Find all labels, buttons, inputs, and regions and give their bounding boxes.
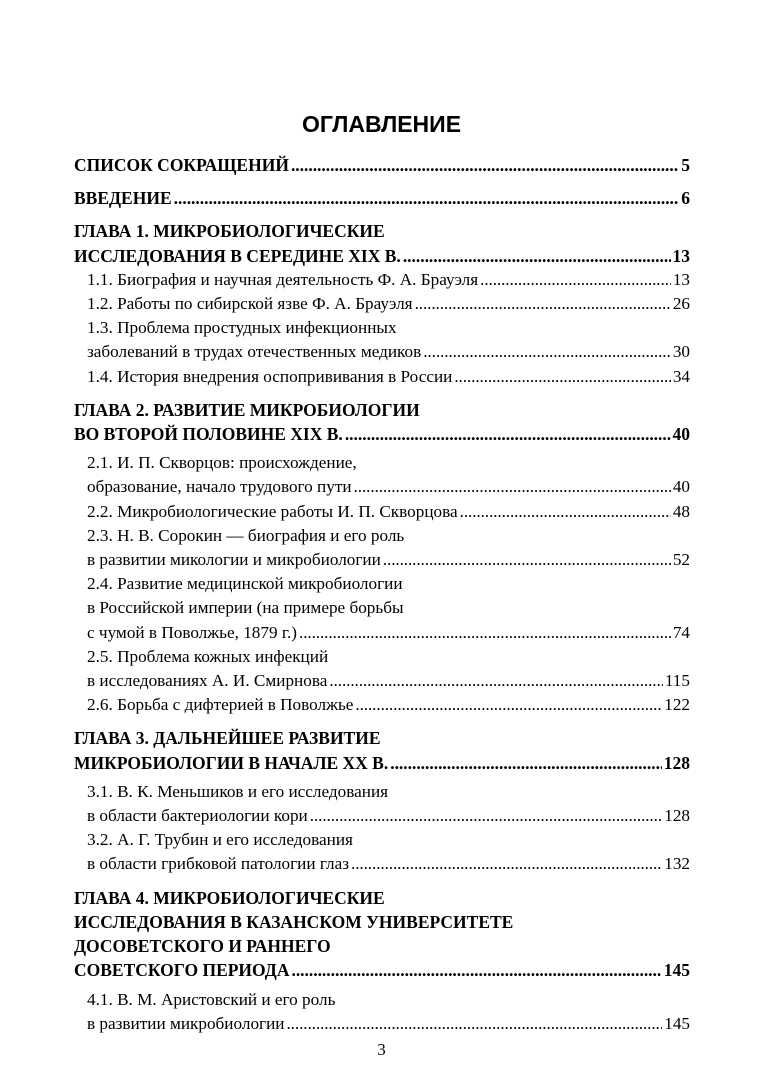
toc-entry-title: ИССЛЕДОВАНИЯ В СЕРЕДИНЕ XIX В. (74, 245, 401, 266)
toc-entry-title: 2.4. Развитие медицинской микробиологии (87, 574, 403, 594)
toc-page-number: 30 (672, 342, 690, 362)
toc-page-number: 52 (672, 550, 690, 570)
leader-dots (454, 365, 670, 389)
leader-dots (480, 268, 671, 292)
page-title: ОГЛАВЛЕНИЕ (301, 111, 462, 137)
toc-page-number: 40 (672, 424, 690, 445)
leader-dots (291, 958, 661, 982)
toc-entry-chapter-4[interactable] (74, 886, 690, 983)
toc-entry-chapter-3[interactable] (74, 726, 690, 774)
toc-entry-chapter-1[interactable] (74, 219, 690, 267)
toc-entry-title: в развитии микологии и микробиологии (87, 550, 381, 570)
toc-page-number: 6 (681, 188, 690, 209)
leader-dots (415, 292, 671, 316)
toc-entry-title: в области грибковой патологии глаз (87, 854, 350, 874)
toc-entry-title: 2.2. Микробиологические работы И. П. Скворцова (87, 501, 458, 521)
toc-entry-section-2-1[interactable] (74, 451, 690, 499)
toc-entry-title: ДОСОВЕТСКОГО И РАННЕГО (74, 936, 331, 957)
toc-page-number: 145 (663, 960, 690, 981)
toc-page-number: 5 (681, 155, 690, 175)
toc-entry-section-3-1[interactable] (74, 780, 690, 828)
toc-entry-section-1-3[interactable] (74, 316, 690, 364)
toc-entry-title: ГЛАВА 2. РАЗВИТИЕ МИКРОБИОЛОГИИ (74, 399, 420, 420)
toc-entry-title: 1.1. Биография и научная деятельность Ф. А. Брауэля (87, 269, 479, 289)
toc-page-number: 13 (672, 269, 690, 289)
toc-entry-title: образование, начало трудового пути (87, 477, 352, 497)
toc-entry-title: ГЛАВА 1. МИКРОБИОЛОГИЧЕСКИЕ (74, 221, 385, 242)
toc-entry-title: 4.1. В. М. Аристовский и его роль (87, 989, 336, 1009)
toc-entry-title: 1.4. История внедрения оспопрививания в России (87, 366, 453, 386)
table-of-contents (74, 153, 690, 1036)
toc-entry-section-2-3[interactable] (74, 524, 690, 572)
leader-dots (345, 422, 671, 446)
toc-entry-title: СОВЕТСКОГО ПЕРИОДА (74, 960, 290, 981)
toc-entry-title: ИССЛЕДОВАНИЯ В КАЗАНСКОМ УНИВЕРСИТЕТЕ (74, 911, 514, 932)
toc-entry-title: ВВЕДЕНИЕ (74, 188, 172, 209)
toc-entry-title: 2.3. Н. В. Сорокин — биография и его роль (87, 525, 405, 545)
leader-dots (299, 621, 671, 645)
toc-entry-title: 1.2. Работы по сибирской язве Ф. А. Брауэля (87, 294, 413, 314)
toc-entry-title: 2.6. Борьба с дифтерией в Поволжье (87, 695, 354, 715)
toc-page-number: 132 (664, 854, 690, 874)
toc-entry-title: ГЛАВА 3. ДАЛЬНЕЙШЕЕ РАЗВИТИЕ (74, 728, 381, 749)
toc-page-number: 145 (664, 1013, 690, 1033)
toc-entry-section-2-6[interactable] (74, 693, 690, 717)
toc-entry-title: 2.5. Проблема кожных инфекций (87, 646, 329, 666)
leader-dots (354, 475, 671, 499)
leader-dots (355, 693, 662, 717)
toc-page-number: 48 (672, 501, 690, 521)
toc-entry-section-2-4[interactable] (74, 572, 690, 645)
leader-dots (329, 669, 662, 693)
toc-entry-title: в развитии микробиологии (87, 1013, 285, 1033)
toc-entry-title: СПИСОК СОКРАЩЕНИЙ (74, 155, 289, 175)
leader-dots (383, 548, 671, 572)
toc-entry-section-1-1[interactable] (74, 268, 690, 292)
toc-entry-title: 1.3. Проблема простудных инфекционных (87, 318, 397, 338)
toc-entry-section-2-5[interactable] (74, 645, 690, 693)
leader-dots (351, 852, 662, 876)
toc-page-number: 74 (672, 622, 690, 642)
toc-entry-title: ВО ВТОРОЙ ПОЛОВИНЕ XIX В. (74, 424, 343, 445)
toc-entry-title: в области бактериологии кори (87, 806, 308, 826)
toc-entry-introduction[interactable] (74, 186, 690, 210)
toc-entry-section-1-2[interactable] (74, 292, 690, 316)
toc-entry-title: ГЛАВА 4. МИКРОБИОЛОГИЧЕСКИЕ (74, 887, 385, 908)
toc-page-number: 40 (672, 477, 690, 497)
toc-page-number: 115 (664, 671, 690, 691)
toc-page-number: 13 (672, 245, 690, 266)
toc-entry-section-2-2[interactable] (74, 500, 690, 524)
leader-dots (174, 186, 680, 210)
toc-entry-title: в Российской империи (на примере борьбы (87, 598, 404, 618)
toc-page-number: 26 (672, 294, 690, 314)
toc-entry-title: 2.1. И. П. Скворцов: происхождение, (87, 453, 357, 473)
leader-dots (460, 500, 671, 524)
toc-entry-section-4-1[interactable] (74, 988, 690, 1036)
toc-entry-title: в исследованиях А. И. Смирнова (87, 671, 328, 691)
page-number: 3 (377, 1040, 386, 1059)
leader-dots (390, 751, 662, 775)
toc-entry-chapter-2[interactable] (74, 398, 690, 446)
toc-page-number: 128 (663, 752, 690, 773)
toc-entry-title: заболеваний в трудах отечественных медиков (87, 342, 422, 362)
toc-page-number: 128 (664, 806, 690, 826)
toc-entry-title: 3.2. А. Г. Трубин и его исследования (87, 830, 353, 850)
toc-page-number: 122 (664, 695, 690, 715)
toc-entry-title: 3.1. В. К. Меньшиков и его исследования (87, 781, 389, 801)
toc-entry-section-1-4[interactable] (74, 365, 690, 389)
leader-dots (291, 153, 679, 177)
toc-entry-title: МИКРОБИОЛОГИИ В НАЧАЛЕ XX В. (74, 752, 389, 773)
toc-entry-title: с чумой в Поволжье, 1879 г.) (87, 622, 297, 642)
leader-dots (403, 244, 671, 268)
toc-entry-section-3-2[interactable] (74, 828, 690, 876)
toc-entry-abbreviations[interactable] (74, 153, 690, 177)
leader-dots (286, 1012, 662, 1036)
toc-page-number: 34 (672, 366, 690, 386)
leader-dots (310, 804, 662, 828)
leader-dots (423, 340, 671, 364)
